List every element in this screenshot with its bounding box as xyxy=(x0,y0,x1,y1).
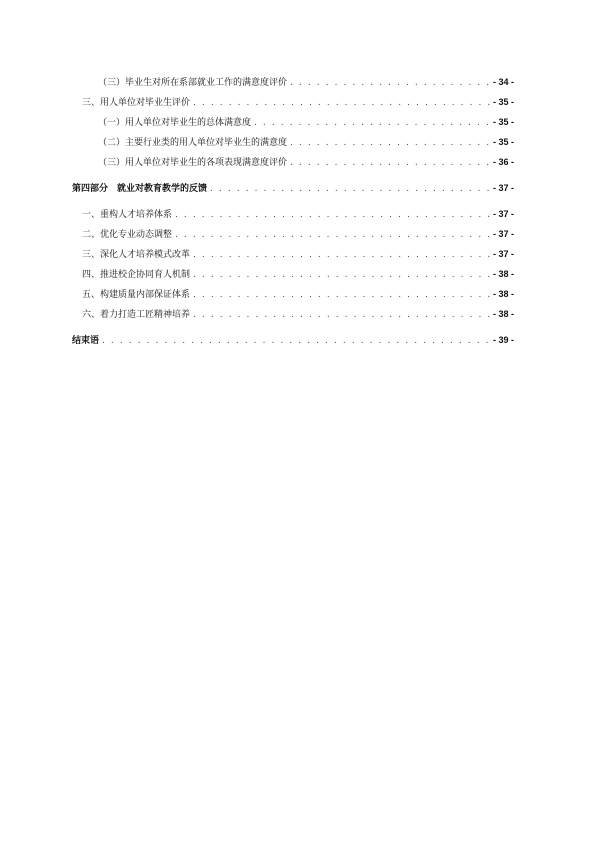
toc-entry-title: 六、着力打造工匠精神培养 xyxy=(82,310,191,320)
toc-page-number: - 35 - xyxy=(492,97,514,107)
toc-page-number: - 38 - xyxy=(492,289,514,299)
toc-entry[interactable] xyxy=(72,72,514,92)
toc-page-number: - 37 - xyxy=(492,183,514,193)
toc-entry[interactable] xyxy=(72,244,514,264)
toc-page-number: - 36 - xyxy=(492,157,514,167)
toc-page-number: - 37 - xyxy=(492,209,514,219)
toc-entry[interactable] xyxy=(72,204,514,224)
toc-page-number: - 35 - xyxy=(492,137,514,147)
dot-leader xyxy=(193,93,490,113)
toc-entry-title: 第四部分 就业对教育教学的反馈 xyxy=(72,184,208,194)
toc-entry[interactable] xyxy=(72,264,514,284)
dot-leader xyxy=(254,113,490,133)
toc-page-number: - 38 - xyxy=(492,269,514,279)
toc-page-number: - 37 - xyxy=(492,249,514,259)
dot-leader xyxy=(175,225,490,245)
toc-page-number: - 38 - xyxy=(492,309,514,319)
toc-entry-title: 五、构建质量内部保证体系 xyxy=(82,290,191,300)
toc-entry-title: 一、重构人才培养体系 xyxy=(82,210,173,220)
dot-leader xyxy=(193,285,490,305)
toc-entry[interactable] xyxy=(72,152,514,172)
toc-page-number: - 37 - xyxy=(492,229,514,239)
dot-leader xyxy=(102,331,490,351)
dot-leader xyxy=(193,245,490,265)
toc-page-number: - 34 - xyxy=(492,77,514,87)
toc-entry-title: （三）用人单位对毕业生的各项表现满意度评价 xyxy=(98,158,288,168)
dot-leader xyxy=(193,305,490,325)
table-of-contents xyxy=(72,72,514,350)
toc-entry[interactable] xyxy=(72,284,514,304)
dot-leader xyxy=(193,265,490,285)
dot-leader xyxy=(210,179,490,199)
toc-entry-title: 三、用人单位对毕业生评价 xyxy=(82,98,191,108)
toc-entry-title: 三、深化人才培养模式改革 xyxy=(82,250,191,260)
toc-entry-title: 结束语 xyxy=(72,336,100,346)
toc-entry[interactable] xyxy=(72,132,514,152)
dot-leader xyxy=(290,73,490,93)
dot-leader xyxy=(175,205,490,225)
toc-entry-title: （二）主要行业类的用人单位对毕业生的满意度 xyxy=(98,138,288,148)
toc-page-number: - 39 - xyxy=(492,335,514,345)
toc-entry-title: （三）毕业生对所在系部就业工作的满意度评价 xyxy=(98,78,288,88)
dot-leader xyxy=(290,133,490,153)
toc-page-number: - 35 - xyxy=(492,117,514,127)
dot-leader xyxy=(290,153,490,173)
toc-entry[interactable] xyxy=(72,304,514,324)
toc-entry[interactable] xyxy=(72,224,514,244)
toc-entry-title: 二、优化专业动态调整 xyxy=(82,230,173,240)
toc-entry-title: 四、推进校企协同育人机制 xyxy=(82,270,191,280)
toc-entry[interactable] xyxy=(72,92,514,112)
toc-part-heading[interactable] xyxy=(72,330,514,350)
toc-entry[interactable] xyxy=(72,112,514,132)
toc-entry-title: （一）用人单位对毕业生的总体满意度 xyxy=(98,118,252,128)
toc-part-heading[interactable] xyxy=(72,178,514,198)
